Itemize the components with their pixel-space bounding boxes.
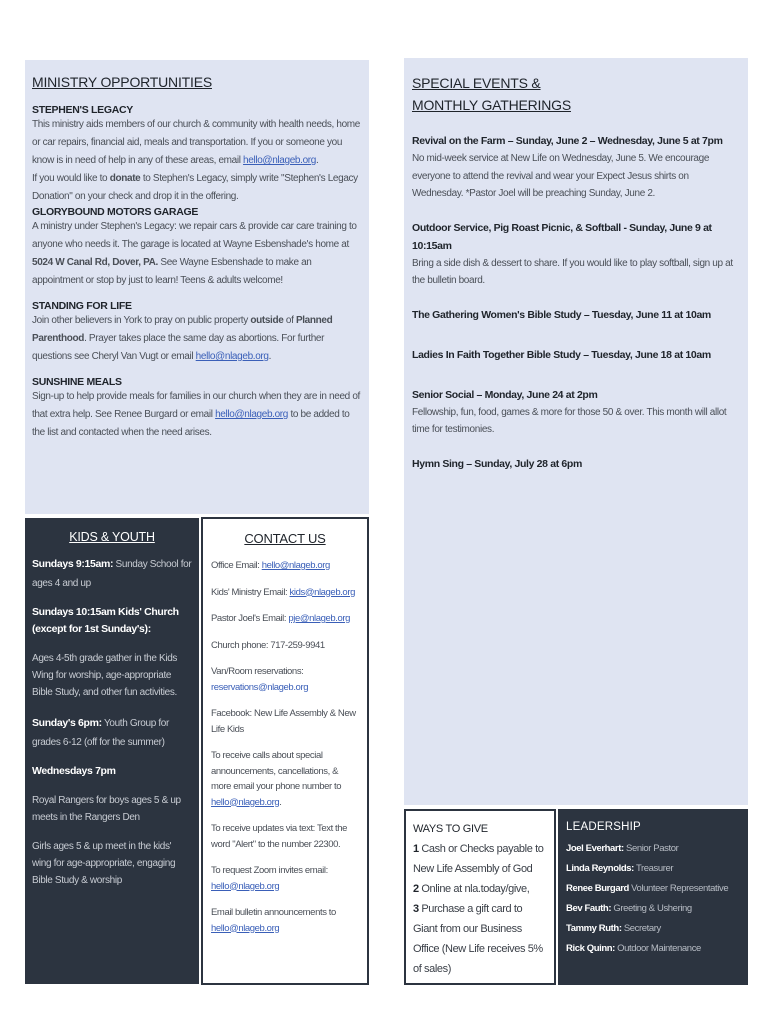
leader-row xyxy=(566,859,740,879)
leader-name: Joel Everhart: xyxy=(566,843,624,854)
give-num-3: 3 xyxy=(413,903,419,915)
contact-zoom xyxy=(211,863,359,894)
stephens-donate-bold: donate xyxy=(109,173,141,184)
bulletin-text: Email bulletin announcements to xyxy=(211,907,336,918)
leader-row xyxy=(566,899,740,919)
kids-label: Kids' Ministry Email: xyxy=(211,586,290,598)
event-heading: The Gathering Women's Bible Study – Tuesday, June 11 at 10am xyxy=(412,308,711,321)
contact-text-updates: To receive updates via text: Text the word "Alert" to the number 22300. xyxy=(211,823,348,850)
meals-heading: SUNSHINE MEALS xyxy=(32,376,122,388)
garage-heading: GLORYBOUND MOTORS GARAGE xyxy=(32,206,199,218)
meals-text-a: Sign-up to help provide meals for families in our church when they are in need of that extra help. See Renee Burgard or email xyxy=(32,391,360,420)
leader-name: Rick Quinn: xyxy=(566,943,615,954)
leader-name: Tammy Ruth: xyxy=(566,923,622,934)
contact-title: CONTACT US xyxy=(244,531,326,546)
calls-email-link[interactable]: hello@nlageb.org xyxy=(211,796,280,808)
stephens-legacy-section xyxy=(32,104,362,206)
kids-b4-bold: Sunday's 6pm: xyxy=(32,717,102,729)
contact-facebook: Facebook: New Life Assembly & New Life Kids xyxy=(211,708,356,735)
give-title: WAYS TO GIVE xyxy=(413,823,488,835)
leader-role: Senior Pastor xyxy=(623,843,679,854)
give-num-1: 1 xyxy=(413,843,419,855)
event-body: Fellowship, fun, food, games & more for those 50 & over. This month will allot time for testimonies. xyxy=(412,406,727,435)
reservations-email-link[interactable]: reservations@nlageb.org xyxy=(211,681,309,693)
stephens-text-2a: If you would like to xyxy=(32,173,110,184)
ways-to-give-panel xyxy=(404,809,556,985)
kids-sunday-school xyxy=(32,554,192,592)
leader-role: Outdoor Maintenance xyxy=(614,943,701,954)
stephens-text-1-end: . xyxy=(315,155,319,166)
leadership-title: LEADERSHIP xyxy=(566,821,641,833)
event-item xyxy=(412,346,740,364)
contact-pastor-email xyxy=(211,611,359,627)
leader-name: Bev Fauth: xyxy=(566,903,612,914)
leader-name: Renee Burgard xyxy=(566,883,629,894)
standing-text-a: Join other believers in York to pray on public property xyxy=(32,315,251,326)
events-title xyxy=(412,72,740,116)
garage-section xyxy=(32,206,362,290)
stephens-email-link[interactable]: hello@nlageb.org xyxy=(243,155,316,166)
standing-outside: outside xyxy=(250,315,284,326)
office-email-link[interactable]: hello@nlageb.org xyxy=(261,560,330,571)
zoom-email-link[interactable]: hello@nlageb.org xyxy=(211,880,280,892)
meals-section xyxy=(32,376,362,442)
event-item xyxy=(412,455,740,473)
standing-text xyxy=(32,312,362,366)
stephens-legacy-heading: STEPHEN'S LEGACY xyxy=(32,104,133,116)
kids-wednesday-heading: Wednesdays 7pm xyxy=(32,765,116,777)
contact-calls xyxy=(211,748,359,810)
event-body: Bring a side dish & dessert to share. If you would like to play softball, sign up at the bulletin board. xyxy=(412,257,733,286)
event-item xyxy=(412,219,740,290)
give-text-3: Purchase a gift card to Giant from our Business Office (New Life receives 5% of sales) xyxy=(413,903,543,975)
event-heading: Revival on the Farm – Sunday, June 2 – Wednesday, June 5 at 7pm xyxy=(412,135,723,147)
give-text-2: Online at nla.today/give, xyxy=(418,883,530,895)
leader-role: Volunteer Representative xyxy=(628,883,729,894)
leader-role: Greeting & Ushering xyxy=(611,903,692,914)
event-item xyxy=(412,132,740,203)
zoom-text: To request Zoom invites email: xyxy=(211,865,328,876)
give-text-1: Cash or Checks payable to New Life Assembly of God xyxy=(413,843,544,875)
event-item xyxy=(412,386,740,439)
kids-title: KIDS & YOUTH xyxy=(69,530,155,544)
ministry-opportunities-panel xyxy=(25,60,369,514)
ministry-title: MINISTRY OPPORTUNITIES xyxy=(32,74,212,90)
kids-church-heading: Sundays 10:15am Kids' Church (except for 1st Sunday's): xyxy=(32,606,179,635)
garage-text-b: See Wayne Esbenshade to make an appointment or stop by just to learn! Teens & adults welcome! xyxy=(32,257,312,286)
kids-youth-group xyxy=(32,713,192,751)
office-label: Office Email: xyxy=(211,560,262,571)
standing-heading: STANDING FOR LIFE xyxy=(32,300,132,312)
contact-bulletin xyxy=(211,905,359,936)
meals-email-link[interactable]: hello@nlageb.org xyxy=(215,409,289,420)
garage-text xyxy=(32,218,362,290)
pastor-label: Pastor Joel's Email: xyxy=(211,613,289,624)
standing-text-end: . xyxy=(268,351,272,362)
leader-role: Secretary xyxy=(621,923,661,934)
event-body: No mid-week service at New Life on Wednesday, June 5. We encourage everyone to attend the revival and wear your Expect Jesus shirts on Wednesday. *Pastor Joel will be preaching Sunday, June 2. xyxy=(412,153,710,199)
give-items xyxy=(413,839,547,979)
standing-text-c: . Prayer takes place the same day as abortions. For further questions see Cheryl Van Vugt or email xyxy=(32,333,325,362)
event-heading: Hymn Sing – Sunday, July 28 at 6pm xyxy=(412,457,582,470)
bulletin-email-link[interactable]: hello@nlageb.org xyxy=(211,922,280,934)
events-title-line2: MONTHLY GATHERINGS xyxy=(412,97,571,113)
stephens-text-2b: to Stephen's Legacy, simply write "Stephen's Legacy Donation" on your check and drop it in the offering. xyxy=(32,173,358,202)
stephens-text-1: This ministry aids members of our church & community with health needs, home or car repairs, financial aid, meals and transportation. If you or someone you know is in need of help in any of these areas, email xyxy=(32,119,360,166)
leader-name: Linda Reynolds: xyxy=(566,863,634,874)
contact-reservations xyxy=(211,664,359,695)
leader-row xyxy=(566,919,740,939)
kids-church-text: Ages 4-5th grade gather in the Kids Wing for worship, age-appropriate Bible Study, and other fun activities. xyxy=(32,653,178,698)
leader-row xyxy=(566,839,740,859)
event-item xyxy=(412,306,740,324)
event-heading: Ladies In Faith Together Bible Study – Tuesday, June 18 at 10am xyxy=(412,348,711,361)
pastor-email-link[interactable]: pje@nlageb.org xyxy=(288,613,350,624)
give-num-2: 2 xyxy=(413,883,419,895)
kids-girls-text: Girls ages 5 & up meet in the kids' wing for age-appropriate, engaging Bible Study & worship xyxy=(32,841,176,886)
leader-row xyxy=(566,879,740,899)
van-label: Van/Room reservations: xyxy=(211,666,304,677)
leader-row xyxy=(566,939,740,959)
kids-youth-panel xyxy=(25,518,199,984)
standing-section xyxy=(32,300,362,366)
kids-b1-text: Sunday School for ages 4 and up xyxy=(32,559,192,589)
kids-email-link[interactable]: kids@nlageb.org xyxy=(289,586,355,598)
leader-role: Treasurer xyxy=(633,863,674,874)
kids-rangers-text: Royal Rangers for boys ages 5 & up meets in the Rangers Den xyxy=(32,795,181,823)
calls-end: . xyxy=(279,796,282,808)
standing-email-link[interactable]: hello@nlageb.org xyxy=(195,351,269,362)
events-title-line1: SPECIAL EVENTS & xyxy=(412,75,541,91)
contact-office-email xyxy=(211,558,359,574)
event-heading: Outdoor Service, Pig Roast Picnic, & Softball - Sunday, June 9 at 10:15am xyxy=(412,221,712,252)
kids-b1-bold: Sundays 9:15am: xyxy=(32,558,114,570)
garage-text-a: A ministry under Stephen's Legacy: we repair cars & provide car care training to anyone who needs it. The garage is located at Wayne Esbenshade's home at xyxy=(32,221,357,250)
kids-b4-text: Youth Group for grades 6-12 (off for the summer) xyxy=(32,718,169,748)
standing-text-b: of xyxy=(283,315,296,326)
leadership-panel xyxy=(558,809,748,985)
special-events-panel xyxy=(404,58,748,805)
meals-text-b: to be added to the list and contacted when the need arises. xyxy=(32,409,350,438)
stephens-legacy-text xyxy=(32,116,362,206)
garage-address: 5024 W Canal Rd, Dover, PA. xyxy=(32,257,158,268)
meals-text xyxy=(32,388,362,442)
event-heading: Senior Social – Monday, June 24 at 2pm xyxy=(412,388,598,401)
contact-kids-email xyxy=(211,585,359,601)
calls-text: To receive calls about special announcements, cancellations, & more email your phone number to xyxy=(211,750,342,792)
contact-phone: Church phone: 717-259-9941 xyxy=(211,639,325,651)
standing-planned-parenthood: Planned Parenthood xyxy=(32,315,333,344)
contact-panel xyxy=(201,517,369,985)
